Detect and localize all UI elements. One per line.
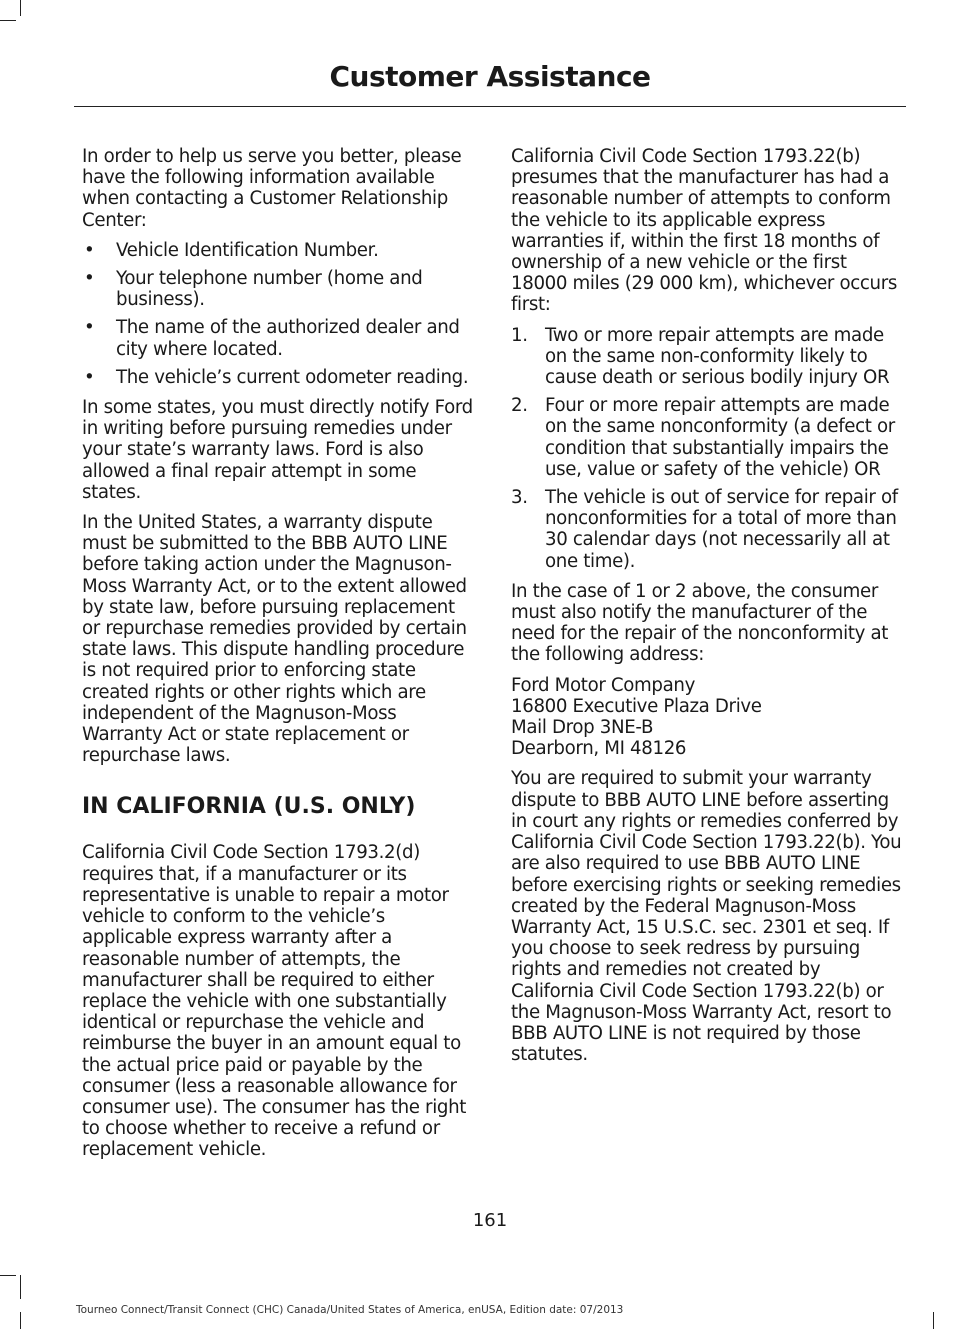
list-number: 1.	[511, 324, 528, 346]
mailing-address: Ford Motor Company 16800 Executive Plaza Drive Mail Drop 3NE-B Dearborn, MI 48126	[511, 674, 762, 760]
notify-paragraph: In the case of 1 or 2 above, the consumer must also notify the manufacturer of the need for the repair of the nonconformity at the following address:	[511, 580, 889, 666]
list-item: 2. Four or more repair attempts are made on the same nonconformity (a defect or condition that substantially impairs the use, value or safety of the vehicle) OR	[511, 395, 895, 480]
right-column	[511, 146, 903, 1074]
crop-mark	[933, 1312, 934, 1329]
list-number: 3.	[511, 487, 528, 509]
list-number: 2.	[511, 395, 528, 417]
crop-mark	[0, 1275, 16, 1276]
bullet-icon: •	[84, 239, 95, 261]
states-paragraph: In some states, you must directly notify Ford in writing before pursuing remedies under your state’s warranty laws. Ford is also allowed a final repair attempt in some states.	[82, 397, 473, 503]
presumption-paragraph: California Civil Code Section 1793.22(b) presumes that the manufacturer has had a reasonable number of attempts to conform the vehicle to its applicable express warranties if, within the first 18 months of ownership of a new vehicle or the first 18000 miles (29 000 km), whichever occurs first:	[511, 146, 897, 316]
us-dispute-paragraph: In the United States, a warranty dispute must be submitted to the BBB AUTO LINE before taking action under the Magnuson-Moss Warranty Act, or to the extent allowed by state law, before pursuing replacement or repurchase remedies provided by certain state laws. This dispute handling procedure is not required prior to enforcing state created rights or other rights which are independent of the Magnuson-Moss Warranty Act or state replacement or repurchase laws.	[82, 512, 467, 767]
header-divider	[74, 106, 906, 107]
bullet-icon: •	[84, 268, 95, 290]
list-item: • The name of the authorized dealer and city where located.	[84, 317, 460, 360]
list-item: • Vehicle Identification Number.	[84, 239, 379, 261]
intro-paragraph: In order to help us serve you better, please have the following information available when contacting a Customer Relationship Center:	[82, 146, 462, 231]
page-number: 161	[472, 1210, 508, 1231]
crop-mark	[0, 20, 16, 21]
bullet-icon: •	[84, 317, 95, 339]
page-title: Customer Assistance	[329, 60, 651, 93]
list-item: • The vehicle’s current odometer reading.	[84, 366, 469, 388]
bbb-requirement-paragraph: You are required to submit your warranty dispute to BBB AUTO LINE before asserting in court any rights or remedies conferred by California Civil Code Section 1793.22(b). You are also required to use BBB AUTO LINE before exercising rights or seeking remedies created by the Federal Magnuson-Moss Warranty Act, 15 U.S.C. sec. 2301 et seq. If you choose to seek redress by pursuing rights and remedies not created by California Civil Code Section 1793.22(b) or the Magnuson-Moss Warranty Act, resort to BBB AUTO LINE is not required by those statutes.	[511, 768, 902, 1066]
crop-mark	[20, 0, 21, 16]
info-bullet-list	[82, 240, 474, 388]
conditions-numbered-list	[511, 325, 903, 572]
list-item: 1. Two or more repair attempts are made on the same non-conformity likely to cause death or serious bodily injury OR	[511, 324, 890, 389]
bullet-icon: •	[84, 366, 95, 388]
list-item: • Your telephone number (home and business).	[84, 268, 423, 311]
edition-footer: Tourneo Connect/Transit Connect (CHC) Canada/United States of America, enUSA, Edition date: 07/2013	[76, 1304, 624, 1316]
section-heading: IN CALIFORNIA (U.S. ONLY)	[82, 794, 416, 820]
crop-mark	[20, 1312, 21, 1329]
crop-mark	[20, 1275, 21, 1299]
left-column	[82, 146, 474, 1170]
california-paragraph: California Civil Code Section 1793.2(d) requires that, if a manufacturer or its representative is unable to repair a motor vehicle to conform to the vehicle’s applicable express warranty after a reasonable number of attempts, the manufacturer shall be required to either replace the vehicle with one substantially identical or repurchase the vehicle and reimburse the buyer in an amount equal to the actual price paid or payable by the consumer (less a reasonable allowance for consumer use). The consumer has the right to choose whether to receive a refund or replacement vehicle.	[82, 842, 467, 1161]
list-item: 3. The vehicle is out of service for repair of nonconformities for a total of more than 30 calendar days (not necessarily all at one time).	[511, 487, 898, 572]
